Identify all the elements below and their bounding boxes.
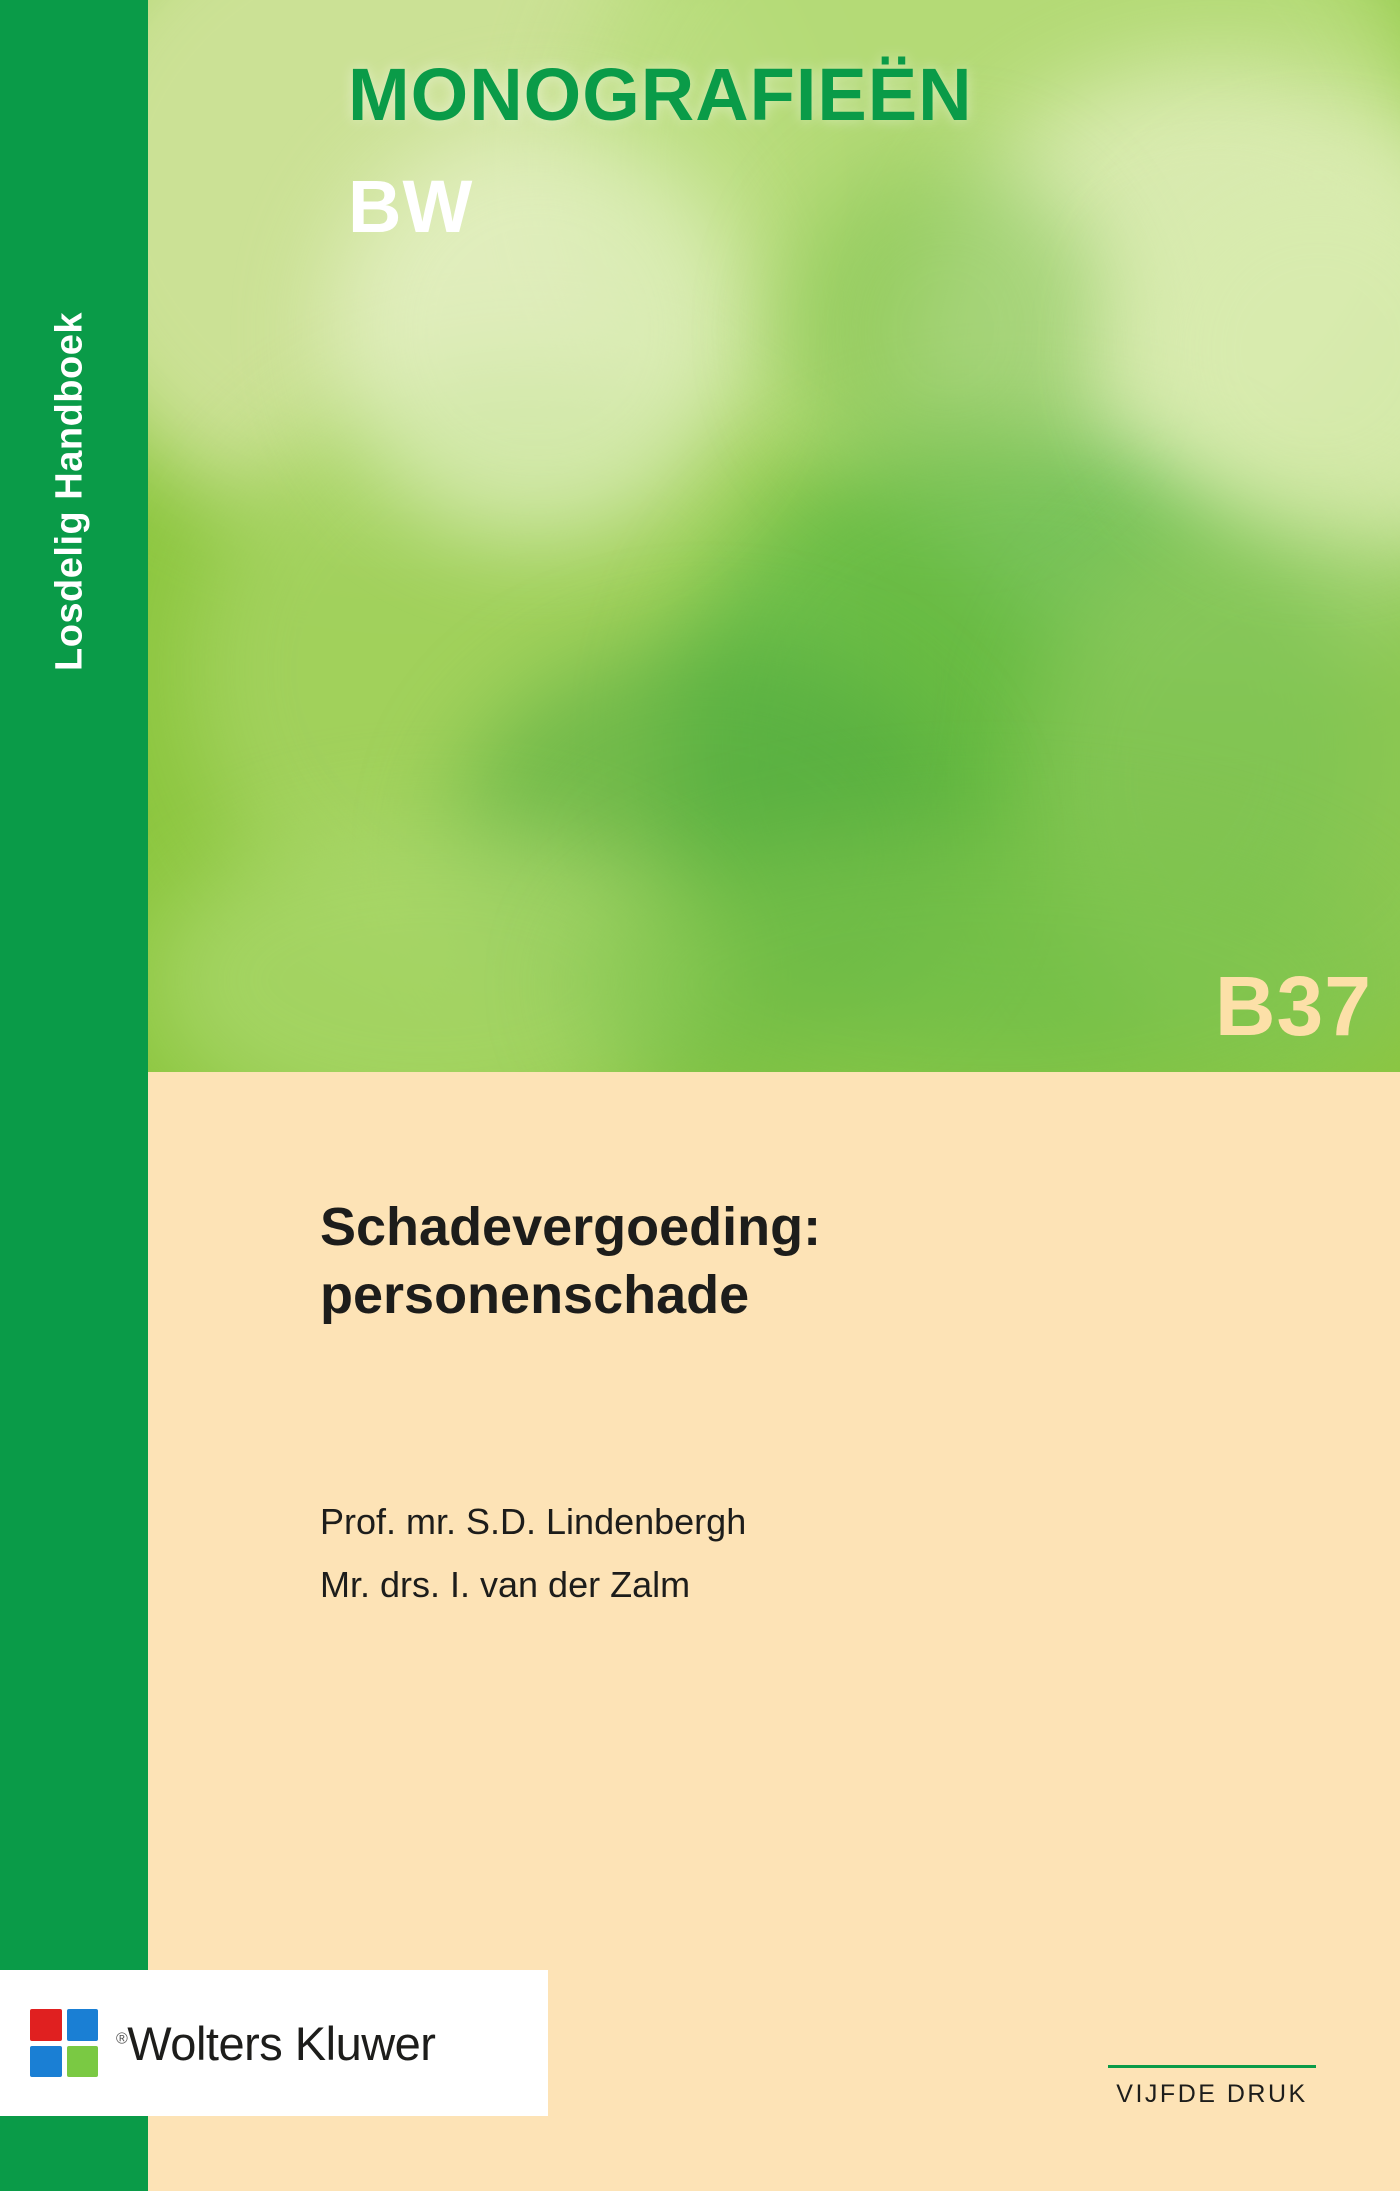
series-subtitle: BW [348, 165, 474, 248]
artwork-blob [788, 160, 1108, 500]
author-list [320, 1490, 1260, 1616]
book-title: Schadevergoeding: personenschade [320, 1197, 822, 1325]
registered-trademark-icon: ® [116, 2029, 128, 2047]
series-title: MONOGRAFIEËN [348, 53, 973, 136]
publisher-name [116, 2016, 435, 2071]
author-name: Prof. mr. S.D. Lindenbergh [320, 1501, 747, 1542]
publisher-name-text: Wolters Kluwer [127, 2016, 436, 2070]
cover-artwork [148, 0, 1400, 1072]
spine-label: Losdelig Handboek [48, 312, 91, 671]
edition-statement [1108, 2065, 1316, 2109]
author-name: Mr. drs. I. van der Zalm [320, 1564, 691, 1605]
wolters-kluwer-logo-icon [30, 2009, 98, 2077]
edition-label: VIJFDE DRUK [1116, 2080, 1308, 2108]
publisher-logo [0, 1970, 548, 2116]
edition-rule [1108, 2065, 1316, 2068]
spine-band [0, 0, 148, 2191]
series-code-badge: B37 [1214, 959, 1372, 1053]
